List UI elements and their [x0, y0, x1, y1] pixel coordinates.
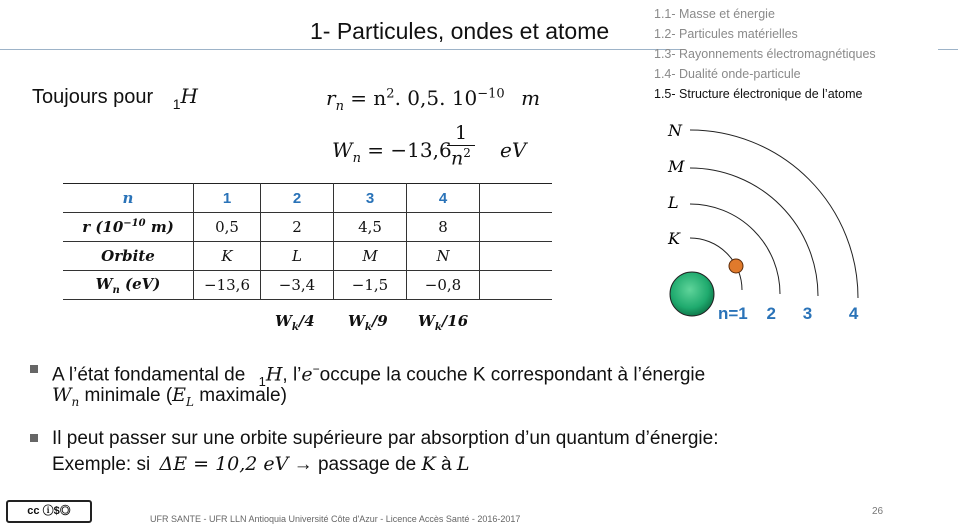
b1-exp: −	[312, 362, 320, 376]
row-label-w	[63, 271, 194, 300]
b2-equation: ΔE = 10,2 eV	[159, 453, 289, 475]
wn-symbol: W	[332, 138, 353, 162]
wn-rhs: = −13,6	[360, 138, 452, 162]
empty-cell	[480, 242, 553, 271]
w-label-end: (eV)	[119, 274, 161, 293]
atom-subscript: 1	[172, 96, 181, 112]
bullet-2-line2	[52, 452, 469, 477]
b1-text: occupe la couche K correspondant à l’énergie	[319, 364, 706, 386]
wk-w: W	[418, 312, 435, 330]
r-label-end: m)	[145, 218, 174, 236]
empty-cell	[480, 184, 553, 213]
header-rule-left	[0, 49, 680, 50]
nav-item-active[interactable]: 1.5- Structure électronique de l’atome	[654, 87, 863, 101]
b1-electron: e	[301, 363, 313, 386]
table-row-w	[63, 271, 552, 300]
rn-rhs: = n	[343, 86, 387, 110]
wn-den: n	[451, 147, 464, 170]
shell-label-n: N	[668, 121, 682, 140]
b1-sym: H	[265, 363, 283, 386]
table-cell: −0,8	[407, 271, 480, 300]
b2-text: → passage de	[288, 454, 417, 475]
shell-label-m: M	[668, 157, 685, 176]
rn-sq: 2	[386, 86, 395, 102]
header-cell: 1	[194, 184, 261, 213]
r-label: r (10	[82, 218, 124, 236]
b1-w: W	[52, 384, 72, 406]
bullet-marker	[30, 434, 38, 442]
shell-n-arc	[690, 130, 858, 298]
wk-k: k	[434, 322, 442, 333]
row-label-orbit: Orbite	[63, 242, 194, 271]
empty-cell	[480, 213, 553, 242]
header-n: n	[63, 184, 194, 213]
wk-div: /9	[371, 312, 388, 330]
section-nav	[654, 4, 944, 104]
b2-k: K	[421, 453, 436, 475]
wn-denominator	[447, 145, 475, 169]
table-cell: −1,5	[334, 271, 407, 300]
table-row-r	[63, 213, 552, 242]
formula-rn	[326, 86, 540, 114]
wk-k: k	[364, 322, 372, 333]
shell-label-k: K	[668, 229, 680, 248]
intro-text: Toujours pour	[32, 86, 154, 108]
wn-unit: eV	[500, 138, 527, 162]
wn-fraction	[447, 122, 475, 169]
b2-l: L	[456, 453, 470, 475]
b1-text: maximale)	[194, 385, 287, 406]
b1-text: , l’	[282, 364, 302, 386]
rn-exp: −10	[477, 86, 505, 102]
header-cell: 2	[261, 184, 334, 213]
empty-cell	[480, 271, 553, 300]
ratio-wk-9	[348, 312, 388, 333]
bullet-2: Il peut passer sur une orbite supérieure par absorption d’un quantum d’énergie:	[52, 428, 719, 449]
table-header-row	[63, 184, 552, 213]
table-cell: 0,5	[194, 213, 261, 242]
table-cell: 2	[261, 213, 334, 242]
nav-item[interactable]: 1.4- Dualité onde-particule	[654, 67, 801, 81]
bohr-diagram	[640, 110, 900, 330]
ratio-wk-4	[275, 312, 315, 333]
table-cell: M	[334, 242, 407, 271]
n-labels	[718, 304, 858, 324]
bullet-marker	[30, 365, 38, 373]
b1-el: E	[172, 384, 187, 406]
header-cell: 3	[334, 184, 407, 213]
b2-text: à	[435, 454, 452, 475]
b1-text: A l’état fondamental de	[52, 364, 246, 386]
nucleus	[670, 272, 714, 316]
b1-text: minimale (	[79, 385, 173, 406]
rn-rest: . 0,5. 10	[394, 86, 478, 110]
intro-line	[32, 84, 198, 112]
b1-wsub: n	[71, 394, 80, 409]
electron	[729, 259, 743, 273]
ratio-wk-16	[418, 312, 468, 333]
rn-unit: m	[521, 86, 541, 110]
bullet-1-line2	[52, 383, 287, 415]
table-row-orbit	[63, 242, 552, 271]
n-label: 4	[848, 304, 859, 323]
b1-elsub: L	[186, 394, 195, 409]
header-cell: 4	[407, 184, 480, 213]
n-label: n=1	[718, 304, 748, 323]
w-label-sub: n	[112, 284, 120, 296]
b2-text: Exemple: si	[52, 454, 151, 475]
wn-sub: n	[352, 151, 361, 166]
atom-symbol: H	[180, 84, 198, 108]
wk-div: /16	[441, 312, 469, 330]
table-cell: −13,6	[194, 271, 261, 300]
nav-item[interactable]: 1.1- Masse et énergie	[654, 7, 775, 21]
n-label: 3	[802, 304, 813, 323]
w-label: W	[95, 274, 113, 293]
table-cell: 4,5	[334, 213, 407, 242]
rn-symbol: r	[326, 86, 336, 110]
footer-text: UFR SANTE - UFR LLN Antioquia Université Côte d'Azur - Licence Accès Santé - 2016-2017	[150, 514, 521, 524]
wk-div: /4	[298, 312, 315, 330]
formula-wn	[332, 138, 452, 166]
table-cell: 8	[407, 213, 480, 242]
shell-label-l: L	[668, 193, 679, 212]
rn-sub: n	[335, 99, 344, 114]
wk-k: k	[291, 322, 299, 333]
wk-w: W	[275, 312, 292, 330]
table-cell: −3,4	[261, 271, 334, 300]
cc-license-badge[interactable]: cc ⓘ$◎	[6, 500, 92, 523]
nav-item[interactable]: 1.2- Particules matérielles	[654, 27, 798, 41]
page-number: 26	[872, 506, 884, 517]
slide-title: 1- Particules, ondes et atome	[310, 18, 610, 44]
wn-numerator: 1	[454, 122, 468, 144]
row-label-r	[63, 213, 194, 242]
r-label-exp: −10	[123, 218, 146, 229]
wn-den-exp: 2	[463, 146, 471, 160]
b1-sub: 1	[258, 374, 266, 390]
shell-m-arc	[690, 168, 818, 296]
table-cell: L	[261, 242, 334, 271]
table-cell: N	[407, 242, 480, 271]
table-cell: K	[194, 242, 261, 271]
n-label: 2	[766, 304, 776, 323]
nav-item[interactable]: 1.3- Rayonnements électromagnétiques	[654, 47, 876, 61]
energy-table	[63, 183, 552, 300]
wk-w: W	[348, 312, 365, 330]
